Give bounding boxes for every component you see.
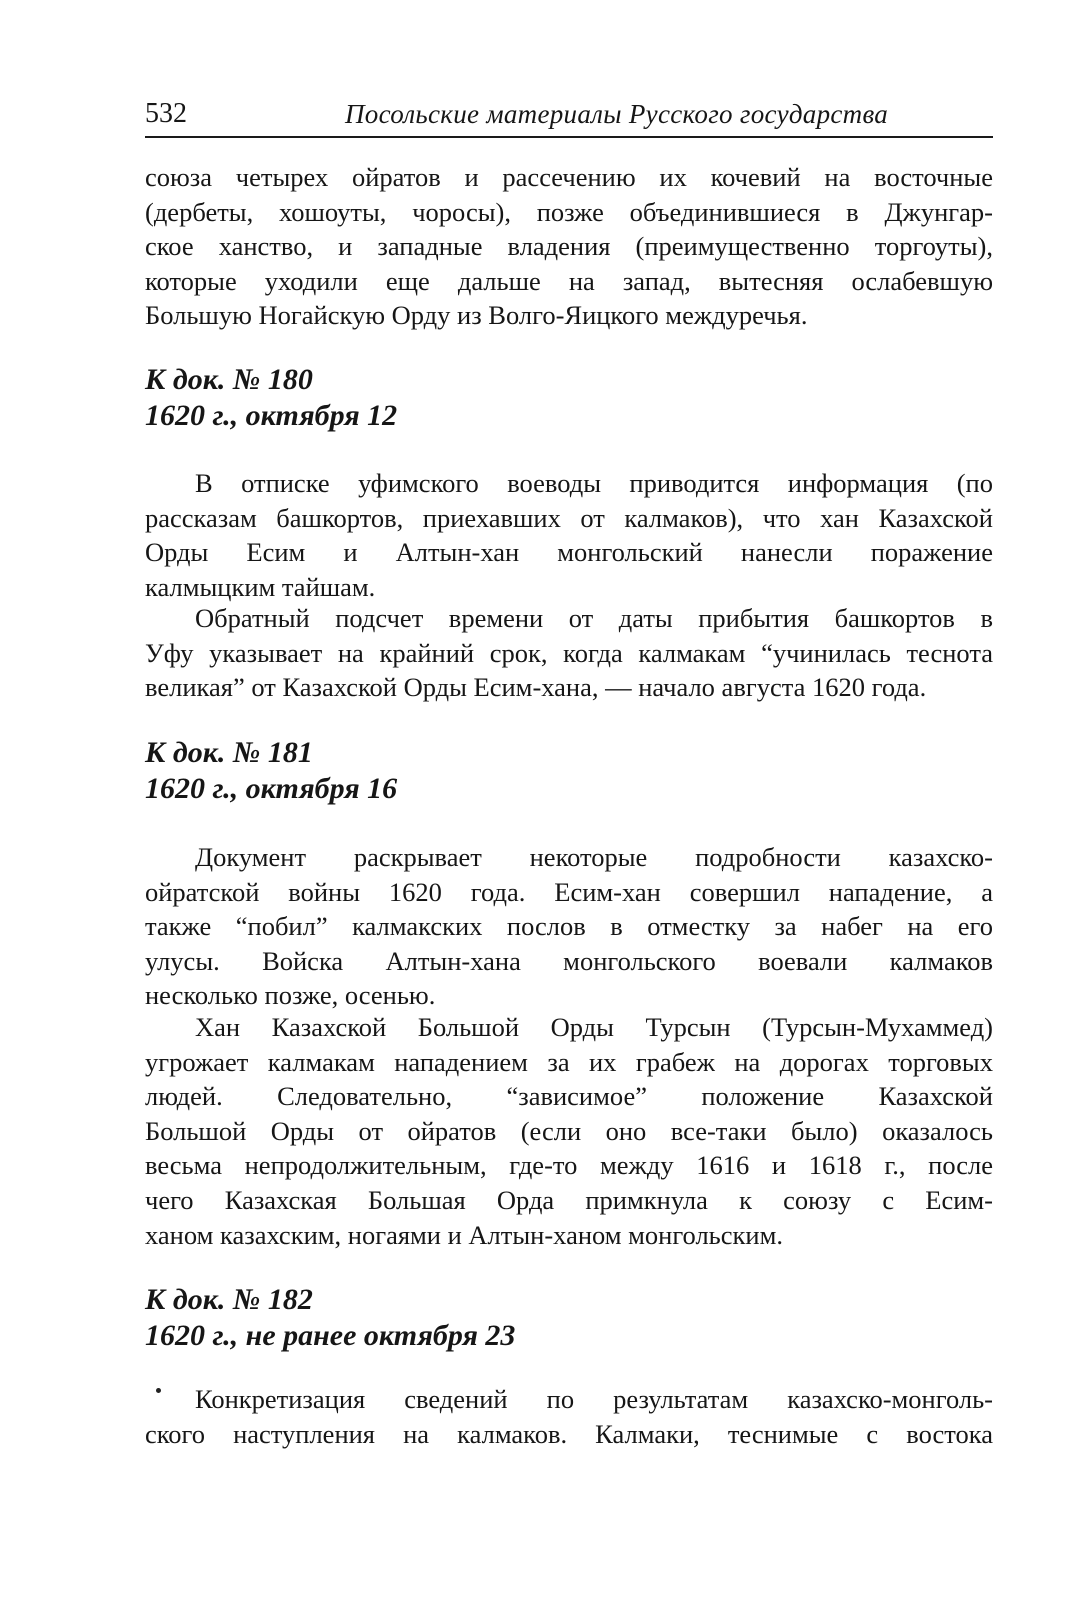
- intro-paragraph: [145, 160, 993, 333]
- text-line: Большую Ногайскую Орду из Волго-Яицкого междуречья.: [145, 300, 808, 331]
- text-line: ского наступления на калмаков. Калмаки, теснимые с востока: [145, 1418, 993, 1449]
- text-line: Обратный подсчет времени от даты прибытия башкортов в: [195, 603, 993, 633]
- section-180-paragraph-2: [145, 601, 993, 705]
- text-line: также “побил” калмакских послов в отместку за набег на его: [145, 911, 993, 942]
- text-line: ское ханство, и западные владения (преимущественно торгоуты),: [145, 231, 993, 262]
- running-title: Посольские материалы Русского государства: [345, 99, 889, 129]
- text-line: калмыцким тайшам.: [145, 571, 376, 602]
- paragraph: [145, 160, 993, 333]
- doc-ref-heading: К док. № 180: [145, 363, 313, 396]
- text-line: Орды Есим и Алтын-хан монгольский нанесли поражение: [145, 537, 993, 568]
- page-number: 532: [145, 98, 187, 129]
- text-line: людей. Следовательно, “зависимое” положение Казахской: [145, 1081, 993, 1112]
- running-head: [145, 96, 993, 138]
- section-182-paragraph-1: [145, 1382, 993, 1451]
- text-line: Конкретизация сведений по результатам казахско-монголь-: [195, 1384, 993, 1414]
- text-line: чего Казахская Большая Орда примкнула к союзу с Есим-: [145, 1184, 993, 1215]
- paragraph: [145, 601, 993, 705]
- text-line: которые уходили еще дальше на запад, вытесняя ослабевшую: [145, 265, 993, 296]
- text-line: союза четырех ойратов и рассечению их кочевий на восточные: [145, 162, 993, 192]
- text-line: Хан Казахской Большой Орды Турсын (Турсын-Мухаммед): [195, 1012, 993, 1042]
- text-line: ойратской войны 1620 года. Есим-хан совершил нападение, а: [145, 876, 993, 907]
- text-line: рассказам башкортов, приехавших от калмаков), что хан Казахской: [145, 502, 993, 533]
- doc-date-heading: 1620 г., октября 16: [145, 772, 398, 805]
- paragraph: [145, 466, 993, 604]
- text-line: ханом казахским, ногаями и Алтын-ханом монгольским.: [145, 1219, 783, 1250]
- section-181-paragraph-2: [145, 1010, 993, 1252]
- text-line: Уфу указывает на крайний срок, когда калмакам “учинилась теснота: [145, 637, 993, 668]
- text-line: В отписке уфимского воеводы приводится информация (по: [195, 468, 993, 498]
- text-line: Большой Орды от ойратов (если оно все-таки было) оказалось: [145, 1115, 993, 1146]
- text-line: угрожает калмакам нападением за их грабеж на дорогах торговых: [145, 1046, 993, 1077]
- paragraph: [145, 1382, 993, 1451]
- section-181-paragraph-1: [145, 840, 993, 1013]
- doc-date-heading: 1620 г., не ранее октября 23: [145, 1319, 516, 1352]
- text-line: улусы. Войска Алтын-хана монгольского воевали калмаков: [145, 945, 993, 976]
- doc-ref-heading: К док. № 181: [145, 736, 313, 769]
- doc-ref-heading: К док. № 182: [145, 1283, 313, 1316]
- text-line: несколько позже, осенью.: [145, 980, 436, 1011]
- text-line: весьма непродолжительным, где-то между 1616 и 1618 г., после: [145, 1150, 993, 1181]
- text-line: (дербеты, хошоуты, чоросы), позже объединившиеся в Джунгар-: [145, 196, 993, 227]
- paragraph: [145, 1010, 993, 1252]
- doc-date-heading: 1620 г., октября 12: [145, 399, 398, 432]
- section-180-paragraph-1: [145, 466, 993, 604]
- paragraph: [145, 840, 993, 1013]
- text-line: Документ раскрывает некоторые подробности казахско-: [195, 842, 993, 872]
- text-line: великая” от Казахской Орды Есим-хана, — начало августа 1620 года.: [145, 672, 927, 703]
